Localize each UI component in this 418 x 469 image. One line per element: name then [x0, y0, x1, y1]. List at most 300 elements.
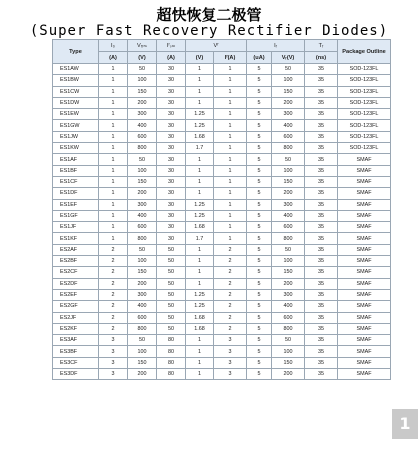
cell-io: 3	[99, 346, 128, 357]
cell-io: 1	[99, 222, 128, 233]
cell-vf: 1	[186, 357, 214, 368]
table-row	[53, 222, 391, 233]
cell-package: SOD-123FL	[338, 97, 391, 108]
cell-package: SMAF	[338, 199, 391, 210]
cell-tr: 35	[305, 199, 338, 210]
cell-type: ES3BF	[53, 346, 99, 357]
cell-type: ES2EF	[53, 289, 99, 300]
cell-vf-if: 1	[214, 75, 247, 86]
cell-tr: 35	[305, 188, 338, 199]
cell-package: SOD-123FL	[338, 120, 391, 131]
cell-io: 3	[99, 335, 128, 346]
cell-tr: 35	[305, 75, 338, 86]
table-row	[53, 120, 391, 131]
cell-tr: 35	[305, 154, 338, 165]
cell-type: ES1JW	[53, 131, 99, 142]
cell-ifsm: 50	[157, 256, 186, 267]
cell-package: SMAF	[338, 289, 391, 300]
cell-package: SOD-123FL	[338, 86, 391, 97]
cell-vf: 1	[186, 188, 214, 199]
unit-vf-if: Iᶠ(A)	[214, 52, 247, 64]
cell-package: SMAF	[338, 323, 391, 334]
table-row	[53, 64, 391, 75]
cell-io: 1	[99, 176, 128, 187]
col-io: I₀	[99, 40, 128, 52]
cell-ir-vr: 100	[272, 256, 305, 267]
cell-vrrm: 400	[128, 210, 157, 221]
cell-tr: 35	[305, 222, 338, 233]
cell-tr: 35	[305, 165, 338, 176]
cell-vf: 1	[186, 256, 214, 267]
cell-vf: 1	[186, 244, 214, 255]
cell-package: SOD-123FL	[338, 75, 391, 86]
cell-vf-if: 1	[214, 222, 247, 233]
cell-vf-if: 2	[214, 289, 247, 300]
cell-vf-if: 2	[214, 323, 247, 334]
cell-package: SMAF	[338, 233, 391, 244]
table-row	[53, 267, 391, 278]
cell-type: ES1CF	[53, 176, 99, 187]
cell-type: ES1KW	[53, 143, 99, 154]
cell-vf: 1	[186, 346, 214, 357]
cell-ir: 5	[247, 335, 272, 346]
cell-type: ES1CW	[53, 86, 99, 97]
cell-tr: 35	[305, 86, 338, 97]
table-row	[53, 75, 391, 86]
cell-tr: 35	[305, 301, 338, 312]
cell-type: ES2CF	[53, 267, 99, 278]
table-row	[53, 244, 391, 255]
col-ir: Iᵣ	[247, 40, 305, 52]
cell-type: ES3CF	[53, 357, 99, 368]
table-row	[53, 109, 391, 120]
unit-vrrm: (V)	[128, 52, 157, 64]
cell-ifsm: 80	[157, 335, 186, 346]
cell-package: SMAF	[338, 188, 391, 199]
cell-vf-if: 1	[214, 64, 247, 75]
cell-ir: 5	[247, 143, 272, 154]
table-row	[53, 86, 391, 97]
cell-ifsm: 30	[157, 86, 186, 97]
cell-vf: 1	[186, 154, 214, 165]
cell-io: 1	[99, 86, 128, 97]
cell-io: 1	[99, 75, 128, 86]
cell-tr: 35	[305, 312, 338, 323]
cell-tr: 35	[305, 289, 338, 300]
cell-io: 1	[99, 64, 128, 75]
cell-type: ES1GW	[53, 120, 99, 131]
cell-ifsm: 30	[157, 176, 186, 187]
cell-tr: 35	[305, 357, 338, 368]
cell-ir-vr: 300	[272, 289, 305, 300]
cell-package: SMAF	[338, 335, 391, 346]
cell-vrrm: 400	[128, 301, 157, 312]
cell-vf-if: 1	[214, 233, 247, 244]
cell-vf: 1.25	[186, 199, 214, 210]
cell-ir: 5	[247, 323, 272, 334]
cell-tr: 35	[305, 323, 338, 334]
table-row	[53, 346, 391, 357]
cell-package: SMAF	[338, 267, 391, 278]
table-row	[53, 312, 391, 323]
table-row	[53, 301, 391, 312]
cell-vrrm: 200	[128, 97, 157, 108]
cell-vrrm: 600	[128, 131, 157, 142]
table-row	[53, 323, 391, 334]
cell-package: SOD-123FL	[338, 109, 391, 120]
cell-io: 1	[99, 109, 128, 120]
col-vrrm: Vᵣᵣₘ	[128, 40, 157, 52]
cell-ifsm: 30	[157, 109, 186, 120]
cell-ir: 5	[247, 312, 272, 323]
header-row	[53, 40, 391, 52]
page-badge: 1页	[392, 409, 418, 439]
cell-vrrm: 150	[128, 357, 157, 368]
cell-ir-vr: 150	[272, 267, 305, 278]
cell-vf-if: 3	[214, 357, 247, 368]
cell-ifsm: 50	[157, 312, 186, 323]
cell-tr: 35	[305, 120, 338, 131]
col-type: Type	[53, 40, 99, 64]
cell-ir: 5	[247, 210, 272, 221]
cell-tr: 35	[305, 244, 338, 255]
cell-vrrm: 100	[128, 165, 157, 176]
table-body	[53, 64, 391, 380]
cell-ir: 5	[247, 199, 272, 210]
cell-package: SOD-123FL	[338, 64, 391, 75]
cell-type: ES2JF	[53, 312, 99, 323]
cell-io: 2	[99, 244, 128, 255]
cell-vf: 1	[186, 97, 214, 108]
cell-vf: 1.68	[186, 222, 214, 233]
cell-vrrm: 800	[128, 143, 157, 154]
table-row	[53, 210, 391, 221]
cell-vrrm: 150	[128, 176, 157, 187]
cell-ir-vr: 400	[272, 301, 305, 312]
cell-io: 2	[99, 289, 128, 300]
cell-io: 2	[99, 267, 128, 278]
table-row	[53, 233, 391, 244]
cell-vf: 1	[186, 176, 214, 187]
cell-io: 2	[99, 278, 128, 289]
cell-ir-vr: 600	[272, 131, 305, 142]
cell-io: 1	[99, 97, 128, 108]
table-row	[53, 176, 391, 187]
table-row	[53, 165, 391, 176]
spec-sheet	[52, 39, 390, 439]
cell-vf: 1.7	[186, 143, 214, 154]
cell-vf-if: 1	[214, 199, 247, 210]
cell-io: 1	[99, 143, 128, 154]
cell-ir-vr: 600	[272, 222, 305, 233]
cell-vrrm: 50	[128, 335, 157, 346]
cell-ir-vr: 100	[272, 346, 305, 357]
cell-ifsm: 80	[157, 369, 186, 380]
cell-io: 2	[99, 256, 128, 267]
cell-ifsm: 50	[157, 289, 186, 300]
cell-vrrm: 400	[128, 120, 157, 131]
col-tr: Tᵣ	[305, 40, 338, 52]
cell-type: ES1BF	[53, 165, 99, 176]
cell-tr: 35	[305, 97, 338, 108]
cell-ir-vr: 800	[272, 323, 305, 334]
cell-ir-vr: 600	[272, 312, 305, 323]
cell-type: ES3DF	[53, 369, 99, 380]
cell-tr: 35	[305, 109, 338, 120]
cell-ifsm: 50	[157, 244, 186, 255]
cell-vf-if: 3	[214, 335, 247, 346]
cell-vf: 1	[186, 267, 214, 278]
cell-io: 1	[99, 233, 128, 244]
cell-type: ES1DF	[53, 188, 99, 199]
cell-vf-if: 1	[214, 131, 247, 142]
cell-ir-vr: 300	[272, 109, 305, 120]
cell-vf: 1	[186, 165, 214, 176]
cell-ir-vr: 150	[272, 176, 305, 187]
cell-ir-vr: 400	[272, 120, 305, 131]
unit-ifsm: (A)	[157, 52, 186, 64]
cell-type: ES2BF	[53, 256, 99, 267]
page-title: 超快恢复二极管	[156, 6, 262, 24]
cell-type: ES1JF	[53, 222, 99, 233]
cell-vrrm: 100	[128, 346, 157, 357]
unit-vf: (V)	[186, 52, 214, 64]
cell-vrrm: 300	[128, 199, 157, 210]
cell-ir-vr: 200	[272, 369, 305, 380]
cell-package: SMAF	[338, 176, 391, 187]
cell-ifsm: 30	[157, 97, 186, 108]
cell-ifsm: 30	[157, 143, 186, 154]
table-row	[53, 97, 391, 108]
unit-tr: (ns)	[305, 52, 338, 64]
cell-vf-if: 1	[214, 176, 247, 187]
col-ifsm: Iᶠₛₘ	[157, 40, 186, 52]
col-package: Package Outline	[338, 40, 391, 64]
cell-vf: 1.68	[186, 131, 214, 142]
cell-ir-vr: 50	[272, 154, 305, 165]
cell-ir: 5	[247, 357, 272, 368]
cell-ir: 5	[247, 109, 272, 120]
cell-package: SMAF	[338, 357, 391, 368]
cell-vf: 1.25	[186, 210, 214, 221]
cell-ifsm: 30	[157, 120, 186, 131]
cell-ir-vr: 50	[272, 335, 305, 346]
table-row	[53, 369, 391, 380]
cell-type: ES2GF	[53, 301, 99, 312]
table-row	[53, 335, 391, 346]
cell-ir-vr: 150	[272, 86, 305, 97]
cell-ifsm: 30	[157, 233, 186, 244]
cell-package: SMAF	[338, 210, 391, 221]
cell-package: SMAF	[338, 154, 391, 165]
cell-ir-vr: 50	[272, 64, 305, 75]
cell-vf: 1	[186, 75, 214, 86]
cell-ifsm: 30	[157, 154, 186, 165]
cell-ifsm: 30	[157, 199, 186, 210]
unit-io: (A)	[99, 52, 128, 64]
cell-vf-if: 2	[214, 244, 247, 255]
cell-vf-if: 1	[214, 154, 247, 165]
cell-ifsm: 30	[157, 188, 186, 199]
cell-ir: 5	[247, 97, 272, 108]
cell-type: ES1AF	[53, 154, 99, 165]
cell-ir: 5	[247, 244, 272, 255]
cell-ir-vr: 100	[272, 75, 305, 86]
cell-ifsm: 50	[157, 267, 186, 278]
cell-vrrm: 800	[128, 323, 157, 334]
cell-vf: 1.25	[186, 120, 214, 131]
cell-vf-if: 2	[214, 312, 247, 323]
cell-ir-vr: 300	[272, 199, 305, 210]
cell-vf-if: 2	[214, 301, 247, 312]
cell-ifsm: 50	[157, 323, 186, 334]
cell-io: 3	[99, 369, 128, 380]
cell-package: SMAF	[338, 244, 391, 255]
cell-type: ES3AF	[53, 335, 99, 346]
cell-vrrm: 200	[128, 369, 157, 380]
cell-type: ES1BW	[53, 75, 99, 86]
cell-ir-vr: 800	[272, 143, 305, 154]
cell-tr: 35	[305, 64, 338, 75]
cell-tr: 35	[305, 278, 338, 289]
cell-ir: 5	[247, 278, 272, 289]
cell-ir: 5	[247, 301, 272, 312]
cell-vf-if: 1	[214, 120, 247, 131]
cell-vrrm: 100	[128, 75, 157, 86]
cell-type: ES2AF	[53, 244, 99, 255]
cell-package: SOD-123FL	[338, 131, 391, 142]
cell-ir-vr: 150	[272, 357, 305, 368]
cell-vf: 1	[186, 369, 214, 380]
cell-package: SMAF	[338, 369, 391, 380]
cell-package: SMAF	[338, 256, 391, 267]
cell-vrrm: 300	[128, 289, 157, 300]
cell-vf-if: 1	[214, 188, 247, 199]
cell-package: SMAF	[338, 278, 391, 289]
page-subtitle: (Super Fast Recovery Rectifier Diodes)	[29, 23, 389, 39]
cell-tr: 35	[305, 233, 338, 244]
cell-ir-vr: 50	[272, 244, 305, 255]
cell-ifsm: 30	[157, 210, 186, 221]
cell-ir-vr: 800	[272, 233, 305, 244]
unit-ir-vr: Vᵣ(V)	[272, 52, 305, 64]
unit-ir: (uA)	[247, 52, 272, 64]
cell-ir: 5	[247, 289, 272, 300]
cell-ifsm: 80	[157, 346, 186, 357]
cell-vf: 1.7	[186, 233, 214, 244]
cell-vf-if: 1	[214, 210, 247, 221]
cell-ir: 5	[247, 75, 272, 86]
table-row	[53, 143, 391, 154]
cell-ir: 5	[247, 346, 272, 357]
cell-vf: 1	[186, 64, 214, 75]
cell-package: SMAF	[338, 346, 391, 357]
cell-vf-if: 2	[214, 256, 247, 267]
cell-io: 1	[99, 131, 128, 142]
cell-tr: 35	[305, 176, 338, 187]
cell-ifsm: 50	[157, 278, 186, 289]
cell-vrrm: 50	[128, 64, 157, 75]
cell-ifsm: 80	[157, 357, 186, 368]
table-row	[53, 188, 391, 199]
cell-ir: 5	[247, 188, 272, 199]
cell-io: 2	[99, 312, 128, 323]
cell-type: ES1AW	[53, 64, 99, 75]
table-row	[53, 256, 391, 267]
cell-type: ES2KF	[53, 323, 99, 334]
cell-ir: 5	[247, 256, 272, 267]
cell-ifsm: 30	[157, 222, 186, 233]
table-row	[53, 278, 391, 289]
cell-ir: 5	[247, 154, 272, 165]
cell-vf-if: 1	[214, 97, 247, 108]
cell-vf-if: 1	[214, 109, 247, 120]
cell-tr: 35	[305, 143, 338, 154]
cell-ir-vr: 200	[272, 278, 305, 289]
cell-ir-vr: 100	[272, 165, 305, 176]
cell-io: 1	[99, 188, 128, 199]
cell-vrrm: 50	[128, 154, 157, 165]
cell-vf: 1	[186, 335, 214, 346]
cell-package: SMAF	[338, 301, 391, 312]
cell-vrrm: 600	[128, 312, 157, 323]
cell-tr: 35	[305, 256, 338, 267]
cell-ifsm: 50	[157, 301, 186, 312]
cell-io: 1	[99, 120, 128, 131]
cell-ir: 5	[247, 369, 272, 380]
cell-tr: 35	[305, 267, 338, 278]
cell-vf: 1	[186, 86, 214, 97]
cell-ir-vr: 200	[272, 188, 305, 199]
cell-type: ES1EF	[53, 199, 99, 210]
cell-ir: 5	[247, 165, 272, 176]
cell-type: ES1KF	[53, 233, 99, 244]
cell-ir: 5	[247, 176, 272, 187]
cell-vrrm: 200	[128, 278, 157, 289]
cell-io: 1	[99, 199, 128, 210]
cell-ir: 5	[247, 222, 272, 233]
cell-ir: 5	[247, 131, 272, 142]
table-row	[53, 357, 391, 368]
cell-vf-if: 2	[214, 278, 247, 289]
table-row	[53, 199, 391, 210]
cell-vrrm: 150	[128, 267, 157, 278]
cell-ifsm: 30	[157, 165, 186, 176]
table-row	[53, 289, 391, 300]
cell-vf: 1.25	[186, 301, 214, 312]
cell-vf: 1.68	[186, 323, 214, 334]
cell-package: SMAF	[338, 165, 391, 176]
cell-vf-if: 3	[214, 369, 247, 380]
cell-ir: 5	[247, 120, 272, 131]
cell-vrrm: 50	[128, 244, 157, 255]
cell-ifsm: 30	[157, 131, 186, 142]
cell-vf: 1.25	[186, 289, 214, 300]
cell-tr: 35	[305, 346, 338, 357]
cell-vf: 1.68	[186, 312, 214, 323]
cell-ir: 5	[247, 267, 272, 278]
cell-vrrm: 800	[128, 233, 157, 244]
cell-io: 1	[99, 210, 128, 221]
cell-io: 3	[99, 357, 128, 368]
cell-package: SMAF	[338, 312, 391, 323]
cell-ir: 5	[247, 233, 272, 244]
cell-tr: 35	[305, 131, 338, 142]
cell-package: SMAF	[338, 222, 391, 233]
cell-vrrm: 150	[128, 86, 157, 97]
cell-type: ES1EW	[53, 109, 99, 120]
cell-vrrm: 600	[128, 222, 157, 233]
